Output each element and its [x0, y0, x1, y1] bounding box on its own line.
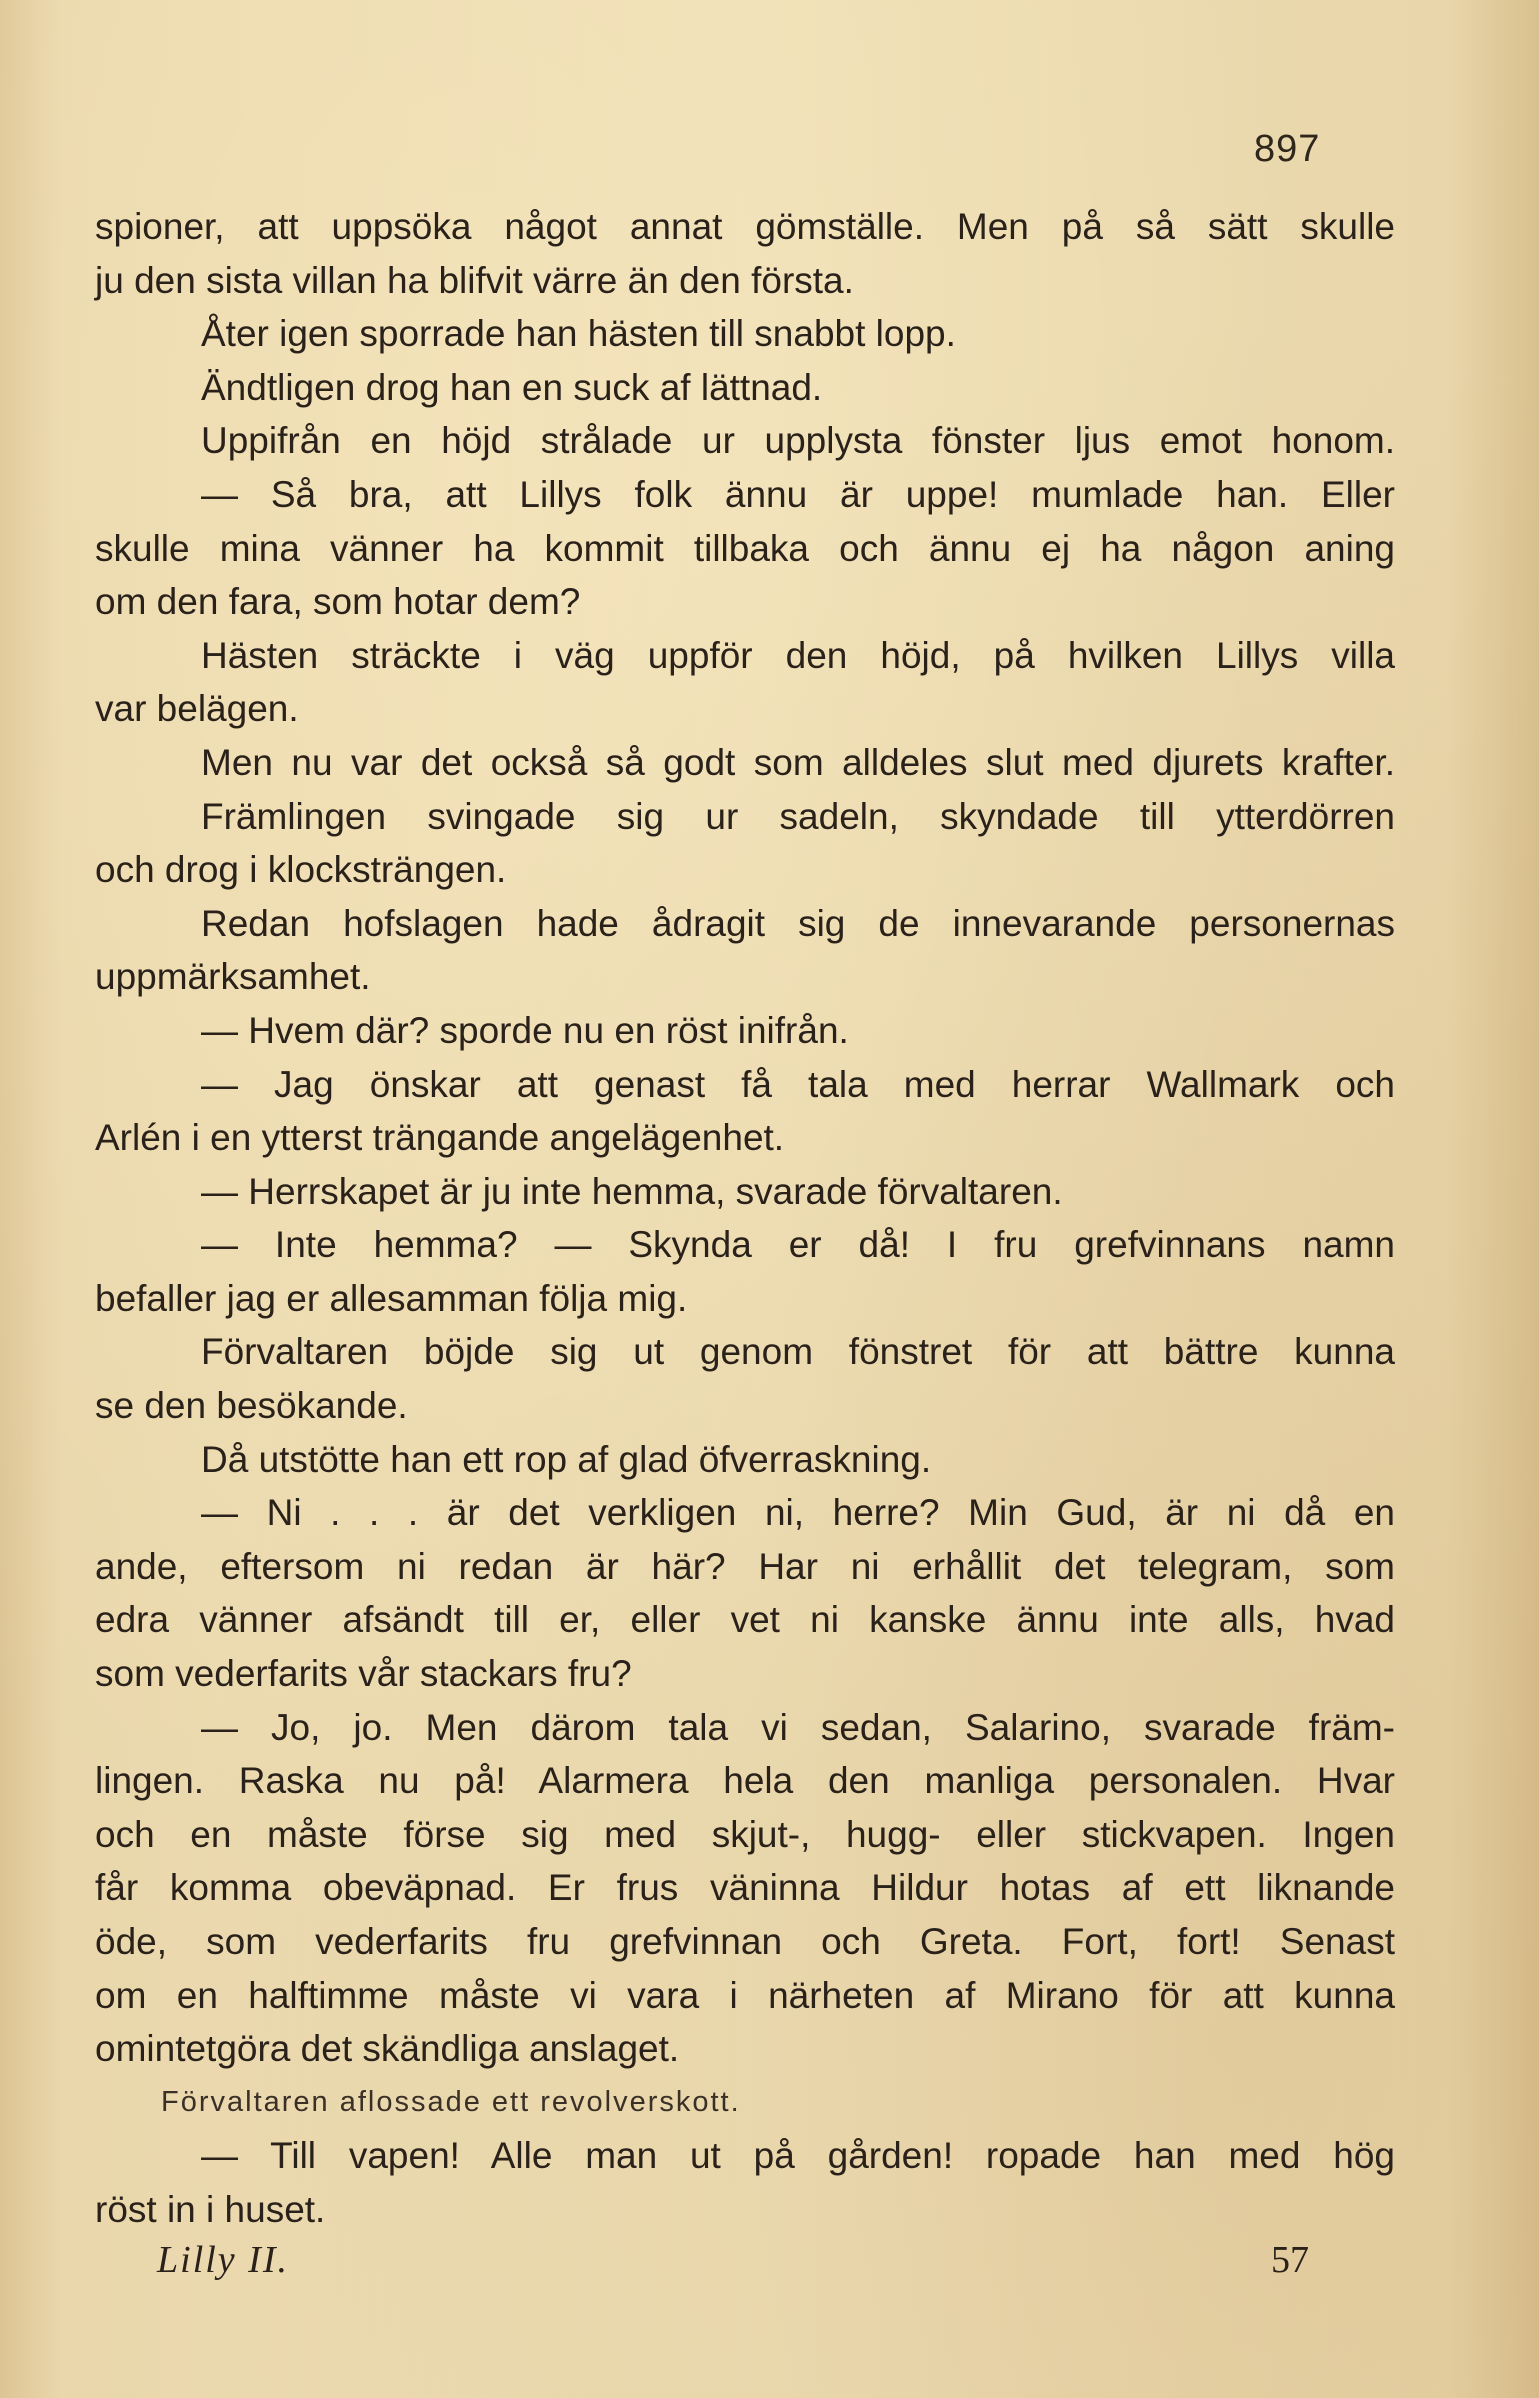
text-line: Uppifrån en höjd strålade ur upplysta fönster ljus emot honom. [201, 420, 1395, 462]
page-number: 897 [1254, 128, 1321, 170]
text-line: lingen. Raska nu på! Alarmera hela den manliga personalen. Hvar [95, 1760, 1395, 1802]
text-line: ande, eftersom ni redan är här? Har ni erhållit det telegram, som [95, 1545, 1395, 1587]
text-line: skulle mina vänner ha kommit tillbaka och ännu ej ha någon aning [95, 527, 1395, 569]
text-line: Hästen sträckte i väg uppför den höjd, på hvilken Lillys villa [201, 634, 1395, 676]
text-line: Främlingen svingade sig ur sadeln, skyndade till ytterdörren [201, 795, 1395, 837]
text-line: — Så bra, att Lillys folk ännu är uppe! mumlade han. Eller [201, 473, 1395, 515]
text-line-small: Förvaltaren aflossade ett revolverskott. [161, 2085, 741, 2118]
text-line: edra vänner afsändt till er, eller vet ni kanske ännu inte alls, hvad [95, 1599, 1395, 1641]
text-line: omintetgöra det skändliga anslaget. [95, 2028, 680, 2070]
text-line: befaller jag er allesamman följa mig. [95, 1277, 688, 1319]
text-line: Förvaltaren böjde sig ut genom fönstret för att bättre kunna [201, 1331, 1395, 1373]
body-text [95, 200, 1395, 2237]
text-line: — Jo, jo. Men därom tala vi sedan, Salarino, svarade främ- [201, 1706, 1395, 1748]
text-line: och en måste förse sig med skjut-, hugg- eller stickvapen. Ingen [95, 1813, 1395, 1855]
book-title: Lilly II. [157, 2239, 289, 2281]
text-line: Arlén i en ytterst trängande angelägenhet. [95, 1117, 785, 1159]
text-line: som vederfarits vår stackars fru? [95, 1653, 632, 1695]
text-line: uppmärksamhet. [95, 956, 371, 998]
text-line: Åter igen sporrade han hästen till snabbt lopp. [201, 313, 956, 355]
text-line: och drog i klocksträngen. [95, 849, 507, 891]
signature-mark: 57 [1271, 2239, 1309, 2281]
text-line: — Till vapen! Alle man ut på gården! ropade han med hög [201, 2135, 1395, 2177]
text-line: om en halftimme måste vi vara i närheten af Mirano för att kunna [95, 1974, 1395, 2016]
text-line: får komma obeväpnad. Er frus väninna Hildur hotas af ett liknande [95, 1867, 1395, 1909]
text-line: — Inte hemma? — Skynda er då! I fru grefvinnans namn [201, 1224, 1395, 1266]
text-line: om den fara, som hotar dem? [95, 581, 581, 623]
text-line: Ändtligen drog han en suck af lättnad. [201, 366, 823, 408]
text-line: öde, som vederfarits fru grefvinnan och Greta. Fort, fort! Senast [95, 1921, 1395, 1962]
text-line: — Herrskapet är ju inte hemma, svarade förvaltaren. [201, 1170, 1063, 1212]
text-line: spioner, att uppsöka något annat gömställe. Men på så sätt skulle [95, 206, 1395, 247]
text-line: Redan hofslagen hade ådragit sig de innevarande personernas [201, 902, 1395, 944]
text-line: var belägen. [95, 688, 299, 730]
text-line: ju den sista villan ha blifvit värre än den första. [95, 259, 854, 301]
text-line: — Ni . . . är det verkligen ni, herre? Min Gud, är ni då en [201, 1492, 1395, 1534]
text-line: Då utstötte han ett rop af glad öfverraskning. [201, 1438, 932, 1480]
text-line: röst in i huset. [95, 2188, 326, 2230]
text-line: Men nu var det också så godt som alldeles slut med djurets krafter. [201, 741, 1395, 783]
text-line: — Jag önskar att genast få tala med herrar Wallmark och [201, 1063, 1395, 1105]
text-line: se den besökande. [95, 1385, 408, 1427]
text-line: — Hvem där? sporde nu en röst inifrån. [201, 1009, 849, 1051]
